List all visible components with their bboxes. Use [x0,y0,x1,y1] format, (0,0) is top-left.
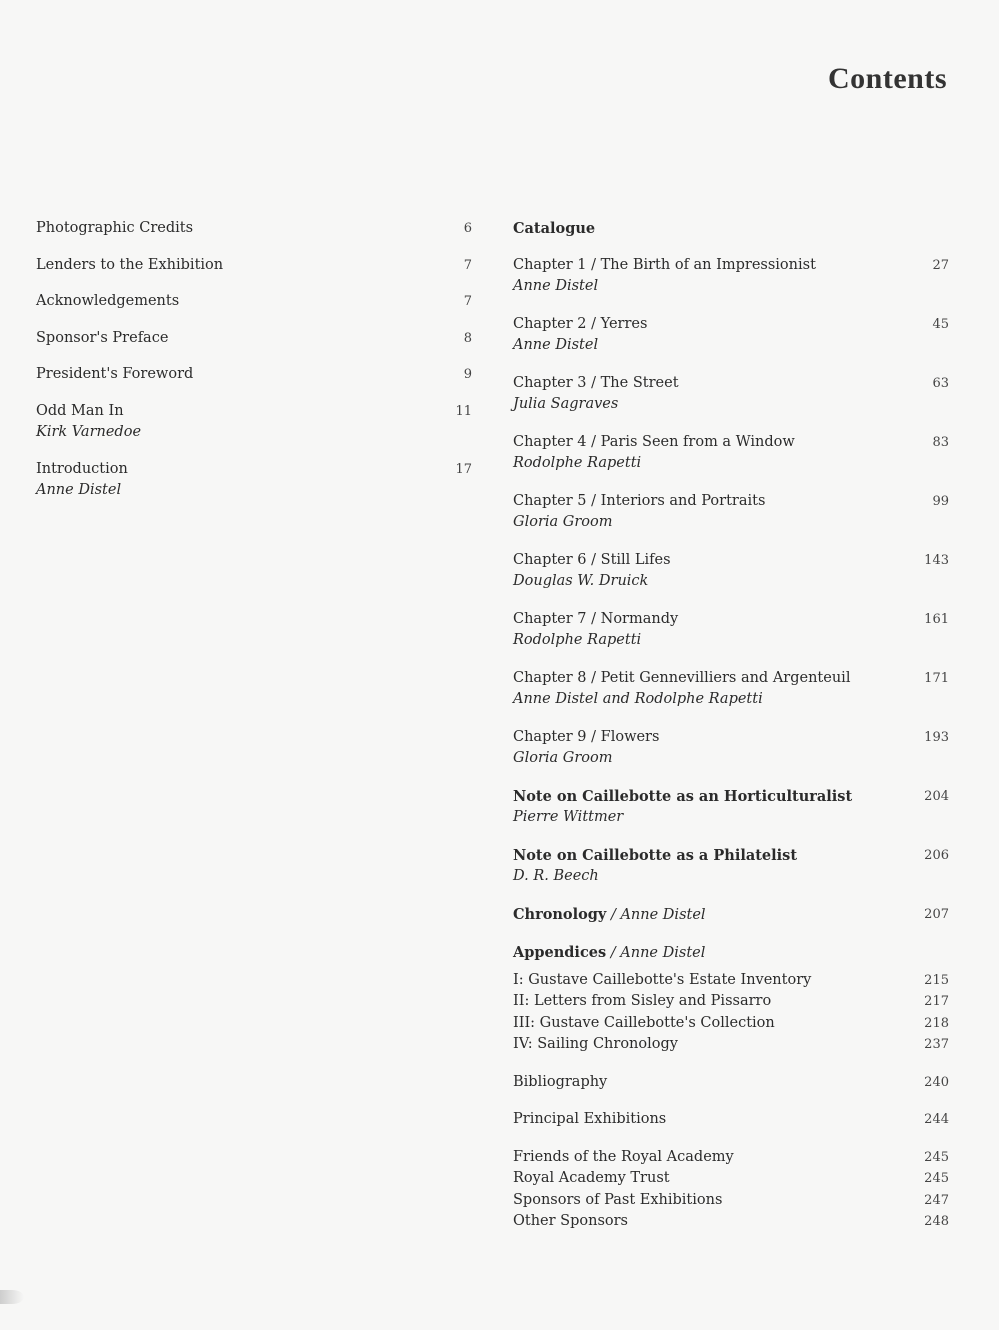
toc-group-back-matter [513,1147,953,1233]
toc-entry-page: 217 [924,994,949,1009]
toc-entry-chapter-6[interactable] [513,550,953,593]
toc-entry-page: 99 [932,493,949,509]
toc-entry-title: Principal Exhibitions [513,1111,667,1127]
toc-entry-title: Chapter 8 / Petit Gennevilliers and Argenteuil [513,669,851,686]
toc-entry-page: 204 [924,788,949,804]
toc-entry-title: Chapter 6 / Still Lifes [513,551,671,568]
toc-entry-author: Anne Distel [513,337,599,353]
toc-entry-acknowledgements[interactable] [36,291,476,313]
toc-entry-note-horticulturalist[interactable] [513,786,953,829]
toc-entry-friends[interactable] [513,1147,953,1169]
toc-entry-author: Julia Sagraves [513,396,619,412]
toc-entry-chapter-9[interactable] [513,727,953,770]
toc-entry-title: Note on Caillebotte as an Horticulturalist [513,787,853,805]
toc-entry-title: Chapter 7 / Normandy [513,610,679,627]
toc-entry-author: Anne Distel [513,278,599,294]
toc-entry-chronology[interactable] [513,904,953,927]
toc-entry-page: 143 [924,552,949,568]
toc-entry-author: Gloria Groom [513,514,613,530]
contents-right-column [513,218,953,1249]
appendices-heading[interactable] [513,942,953,965]
toc-entry-lenders[interactable] [36,255,476,277]
toc-entry-chapter-2[interactable] [513,314,953,357]
toc-entry-page: 247 [924,1192,949,1208]
toc-entry-title: President's Foreword [36,366,194,382]
toc-entry-page: 171 [924,670,949,686]
toc-entry-appendix-1[interactable] [513,970,953,992]
toc-entry-sponsors-preface[interactable] [36,328,476,350]
toc-entry-title: Bibliography [513,1073,608,1090]
toc-group-appendices [513,942,953,1056]
toc-entry-title: Note on Caillebotte as a Philatelist [513,846,798,864]
toc-entry-trust[interactable] [513,1168,953,1190]
toc-entry-title: IV: Sailing Chronology [513,1036,678,1052]
toc-entry-title: I: Gustave Caillebotte's Estate Inventory [513,971,812,988]
toc-entry-page: 215 [924,972,949,988]
toc-entry-odd-man-in[interactable] [36,401,476,444]
toc-entry-principal-exhibitions[interactable] [513,1109,953,1131]
toc-entry-author: Kirk Varnedoe [36,424,142,440]
toc-entry-title: II: Letters from Sisley and Pissarro [513,993,772,1009]
toc-entry-chapter-3[interactable] [513,373,953,416]
toc-entry-chapter-4[interactable] [513,432,953,475]
toc-entry-other-sponsors[interactable] [513,1211,953,1233]
toc-entry-title: Appendices [513,944,607,961]
page-title: Contents [827,62,947,95]
toc-entry-title: Other Sponsors [513,1213,629,1229]
toc-entry-page: 193 [924,729,949,745]
toc-entry-page: 240 [924,1074,949,1090]
toc-entry-page: 207 [924,906,949,922]
toc-entry-page: 8 [463,330,472,346]
toc-entry-past-sponsors[interactable] [513,1190,953,1212]
toc-entry-chapter-8[interactable] [513,668,953,711]
toc-entry-page: 9 [463,367,472,382]
toc-entry-author: Gloria Groom [513,750,613,766]
toc-entry-author: Rodolphe Rapetti [513,455,642,471]
toc-entry-page: 161 [924,611,949,627]
toc-entry-page: 83 [932,434,949,450]
scan-artifact [0,1290,24,1304]
toc-entry-introduction[interactable] [36,459,476,502]
toc-entry-title: Royal Academy Trust [513,1170,670,1186]
toc-entry-chapter-7[interactable] [513,609,953,652]
toc-entry-author: Anne Distel and Rodolphe Rapetti [513,691,763,707]
toc-entry-page: 63 [932,375,949,391]
toc-entry-page: 218 [924,1015,949,1031]
toc-entry-title: Chapter 3 / The Street [513,374,679,391]
contents-left-column [36,218,476,517]
toc-entry-appendix-3[interactable] [513,1013,953,1035]
toc-entry-bibliography[interactable] [513,1072,953,1094]
toc-entry-page: 27 [932,257,949,273]
toc-entry-title: Sponsor's Preface [36,329,169,346]
catalogue-heading: Catalogue [513,220,596,237]
toc-entry-page: 248 [924,1214,949,1229]
toc-entry-note-philatelist[interactable] [513,845,953,888]
toc-entry-author: / Anne Distel [610,906,706,923]
toc-entry-page: 7 [463,294,472,309]
toc-entry-page: 245 [924,1171,949,1186]
toc-entry-page: 237 [924,1037,949,1052]
toc-entry-author: / Anne Distel [610,945,706,961]
toc-entry-page: 45 [932,316,949,332]
toc-entry-title: Sponsors of Past Exhibitions [513,1191,723,1208]
toc-entry-title: Friends of the Royal Academy [513,1148,734,1165]
toc-entry-page: 17 [455,461,472,477]
toc-entry-author: Anne Distel [36,482,122,498]
toc-entry-title: Acknowledgements [36,293,180,309]
toc-entry-page: 7 [463,257,472,273]
toc-entry-presidents-foreword[interactable] [36,364,476,386]
toc-entry-title: Odd Man In [36,402,124,419]
toc-entry-title: Chapter 1 / The Birth of an Impressionist [513,256,816,273]
toc-entry-author: Douglas W. Druick [513,573,649,589]
toc-entry-page: 244 [924,1112,949,1127]
toc-entry-title: III: Gustave Caillebotte's Collection [513,1014,775,1031]
toc-entry-title: Chapter 5 / Interiors and Portraits [513,492,766,509]
toc-entry-title: Chapter 4 / Paris Seen from a Window [513,433,795,450]
toc-entry-page: 245 [924,1149,949,1165]
toc-entry-chapter-5[interactable] [513,491,953,534]
toc-entry-author: D. R. Beech [513,868,599,884]
toc-entry-page: 206 [924,847,949,863]
toc-entry-author: Pierre Wittmer [513,809,624,825]
toc-entry-page: 11 [455,403,472,419]
toc-entry-title: Chapter 2 / Yerres [513,315,648,332]
toc-entry-chapter-1[interactable] [513,255,953,298]
toc-entry-appendix-2[interactable] [513,991,953,1013]
toc-entry-title: Introduction [36,460,128,477]
toc-entry-title: Chapter 9 / Flowers [513,728,660,745]
toc-entry-title: Chronology [513,905,607,923]
toc-entry-photographic-credits[interactable] [36,218,476,240]
toc-entry-title: Lenders to the Exhibition [36,256,224,273]
toc-entry-author: Rodolphe Rapetti [513,632,642,648]
toc-entry-title: Photographic Credits [36,220,194,236]
toc-entry-appendix-4[interactable] [513,1034,953,1056]
toc-entry-page: 6 [463,221,472,236]
